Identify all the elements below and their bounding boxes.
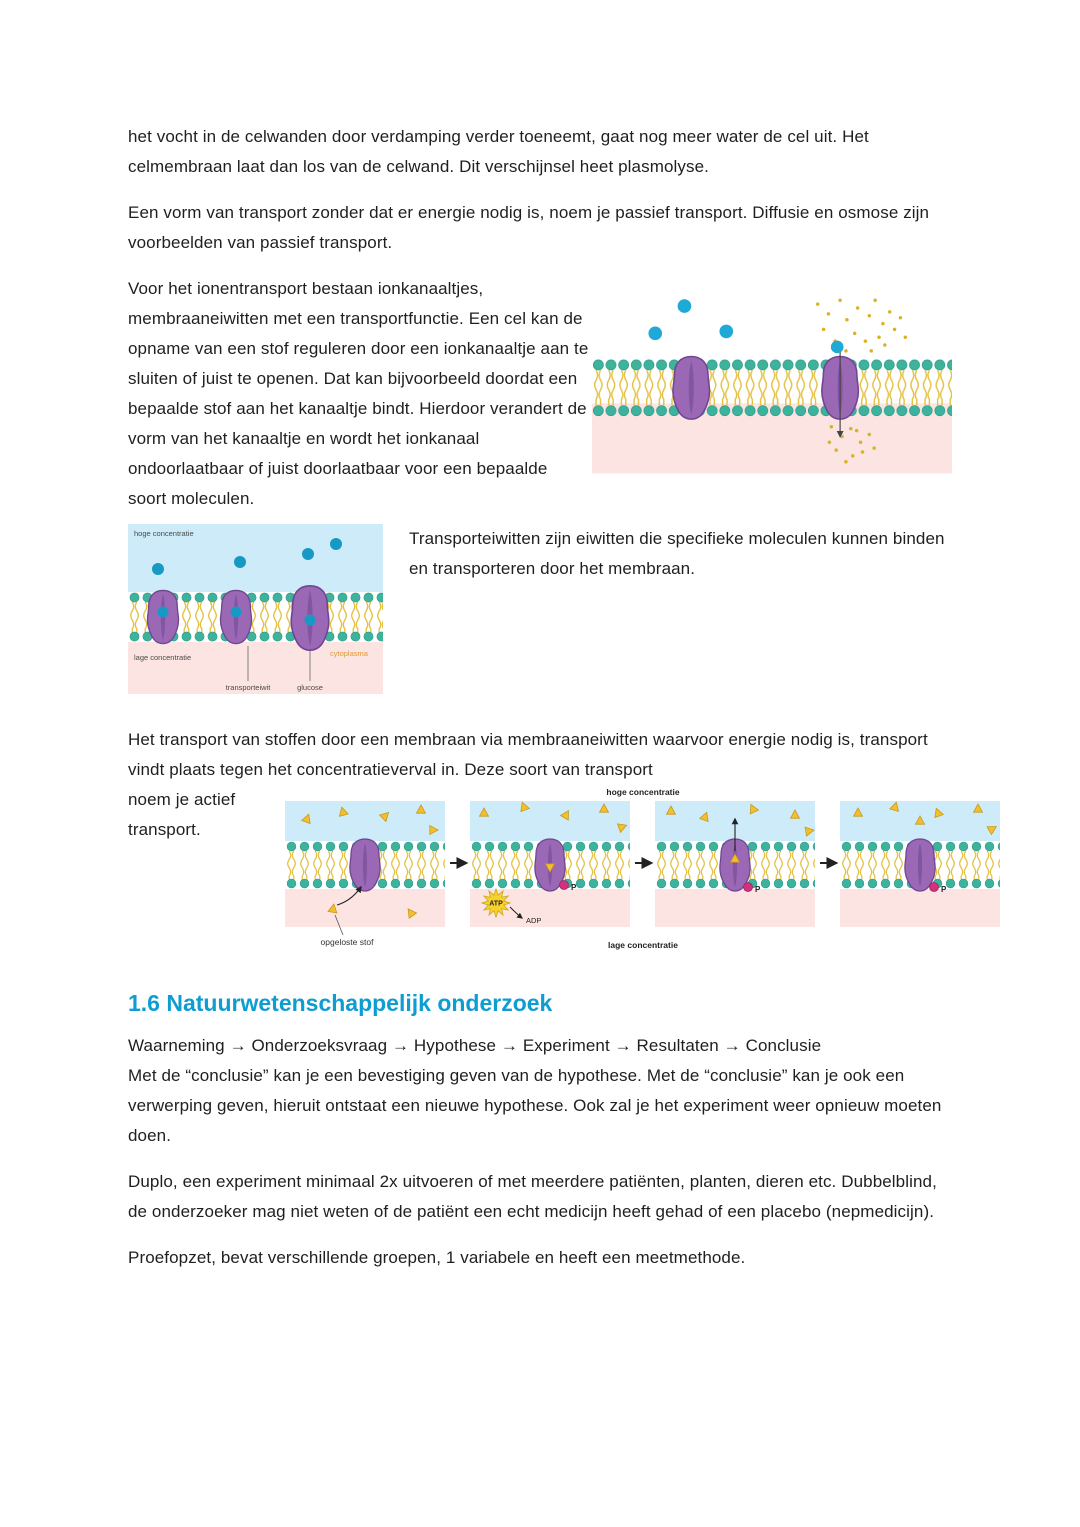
active-transport-step-1 (285, 801, 445, 927)
membrane-band (592, 359, 952, 417)
label-atp: ATP (489, 900, 503, 908)
transport-protein-diagram (128, 524, 383, 694)
phosphate-group (930, 883, 939, 892)
paragraph-proefopzet: Proefopzet, bevat verschillende groepen, 1 variabele en heeft een meetmethode. (128, 1248, 746, 1267)
section-heading: 1.6 Natuurwetenschappelijk onderzoek (128, 990, 553, 1016)
paragraph-duplo-dubbelblind: Duplo, een experiment minimaal 2x uitvoeren of met meerdere patiënten, planten, dieren etc. Dubbelblind, de onderzoeker mag niet weten of de patiënt een echt medicijn heeft gehad of een placebo (nepmedicijn). (128, 1172, 937, 1221)
ion-transport-section (128, 274, 952, 514)
label-lage-concentratie: lage concentratie (608, 940, 678, 950)
label-p: P (755, 885, 761, 894)
ion-channel-diagram (592, 286, 952, 476)
paragraph-passief-transport: Een vorm van transport zonder dat er energie nodig is, noem je passief transport. Diffusie en osmose zijn voorbeelden van passief transport. (128, 203, 930, 252)
label-transporteiwit: transporteiwit (225, 683, 271, 692)
phosphate-group (744, 883, 753, 892)
paragraph-onderzoek-flow: Waarneming → Onderzoeksvraag → Hypothese → Experiment → Resultaten → Conclusie (128, 1036, 822, 1055)
figure-active-transport (285, 785, 1000, 962)
pump-protein (350, 839, 380, 891)
label-cytoplasma: cytoplasma (330, 649, 368, 658)
label-lage-concentratie: lage concentratie (134, 653, 192, 662)
label-glucose: glucose (297, 683, 323, 692)
label-hoge-concentratie: hoge concentratie (606, 787, 680, 797)
paragraph-ionkanaaltjes: Voor het ionentransport bestaan ionkanaaltjes, membraaneiwitten met een transportfunctie. Een cel kan de opname van een stof reguleren door een ionkanaaltje aan te sluiten of juist te openen. Dat kan bijvoorbeeld doordat een bepaalde stof aan het kanaaltje bindt. Hierdoor verandert de vorm van het kanaaltje en wordt het ionkanaal ondoorlaatbaar of juist doorlaatbaar voor een bepaalde soort moleculen. (128, 279, 589, 508)
label-opgeloste-stof: opgeloste stof (320, 937, 374, 947)
paragraph-plasmolyse: het vocht in de celwanden door verdamping verder toeneemt, gaat nog meer water de cel uit. Het celmembraan laat dan los van de celwand. Dit verschijnsel heet plasmolyse. (128, 127, 869, 176)
ion-molecules-blue (648, 299, 843, 353)
transport-protein-section (128, 524, 952, 699)
active-transport-step-4 (840, 801, 1000, 927)
active-transport-section (128, 785, 1000, 962)
active-transport-step-3 (655, 801, 815, 927)
paragraph-actief-transport-intro: Het transport van stoffen door een membraan via membraaneiwitten waarvoor energie nodig is, transport vindt plaats tegen het concentratieverval in. Deze soort van transport (128, 730, 928, 779)
label-p: P (571, 883, 577, 892)
paragraph-actief-transport-tail: noem je actief transport. (128, 790, 236, 839)
pump-protein (905, 839, 935, 891)
paragraph-conclusie: Met de “conclusie” kan je een bevestiging geven van de hypothese. Met de “conclusie” kan je ook een verwerping geven, hieruit ontstaat een nieuwe hypothese. Ook zal je het experiment weer opnieuw moeten doen. (128, 1066, 942, 1145)
label-hoge-concentratie: hoge concentratie (134, 529, 194, 538)
label-p: P (941, 885, 947, 894)
ion-channel-protein (673, 356, 710, 419)
label-adp: ADP (526, 916, 542, 925)
active-transport-diagram (285, 785, 1000, 957)
paragraph-transporteiwitten: Transporteiwitten zijn eiwitten die specifieke moleculen kunnen binden en transporteren door het membraan. (409, 529, 945, 578)
phosphate-group (560, 881, 569, 890)
figure-ion-channels (592, 286, 952, 481)
figure-transport-protein (128, 524, 383, 699)
active-transport-step-2 (470, 801, 630, 927)
